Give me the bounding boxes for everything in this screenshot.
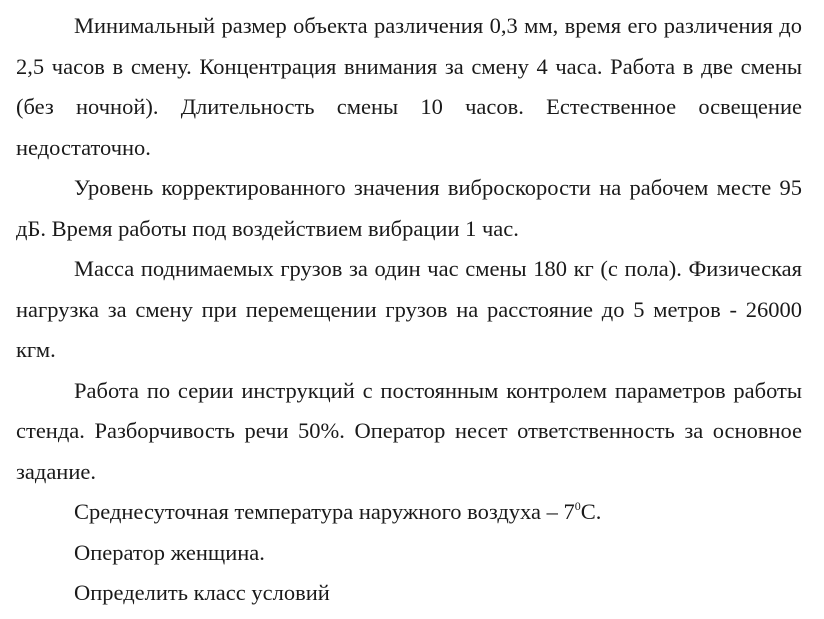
paragraph-work-intensity: Работа по серии инструкций с постоянным контролем параметров работы стенда. Разборчивость речи 50%. Оператор несет ответственность за основное задание. xyxy=(16,377,802,484)
temperature-unit: С. xyxy=(580,499,602,524)
temperature-text: Среднесуточная температура наружного воздуха – 7 xyxy=(74,499,575,524)
document-page xyxy=(16,6,802,614)
paragraph-visual-conditions: Минимальный размер объекта различения 0,3 мм, время его различения до 2,5 часов в смену. Концентрация внимания за смену 4 часа. Работа в две смены (без ночной). Длительность смены 10 часов. Естественное освещение недостаточно. xyxy=(16,13,802,160)
paragraph-physical-load: Масса поднимаемых грузов за один час смены 180 кг (с пола). Физическая нагрузка за смену при перемещении грузов на расстояние до 5 метров - 26000 кгм. xyxy=(16,256,802,362)
paragraph-vibration: Уровень корректированного значения виброскорости на рабочем месте 95 дБ. Время работы под воздействием вибрации 1 час. xyxy=(16,175,802,241)
paragraph-temperature xyxy=(16,492,802,533)
degree-superscript: 0 xyxy=(574,499,581,513)
paragraph-task: Определить класс условий xyxy=(74,580,330,605)
paragraph-operator: Оператор женщина. xyxy=(74,539,265,565)
